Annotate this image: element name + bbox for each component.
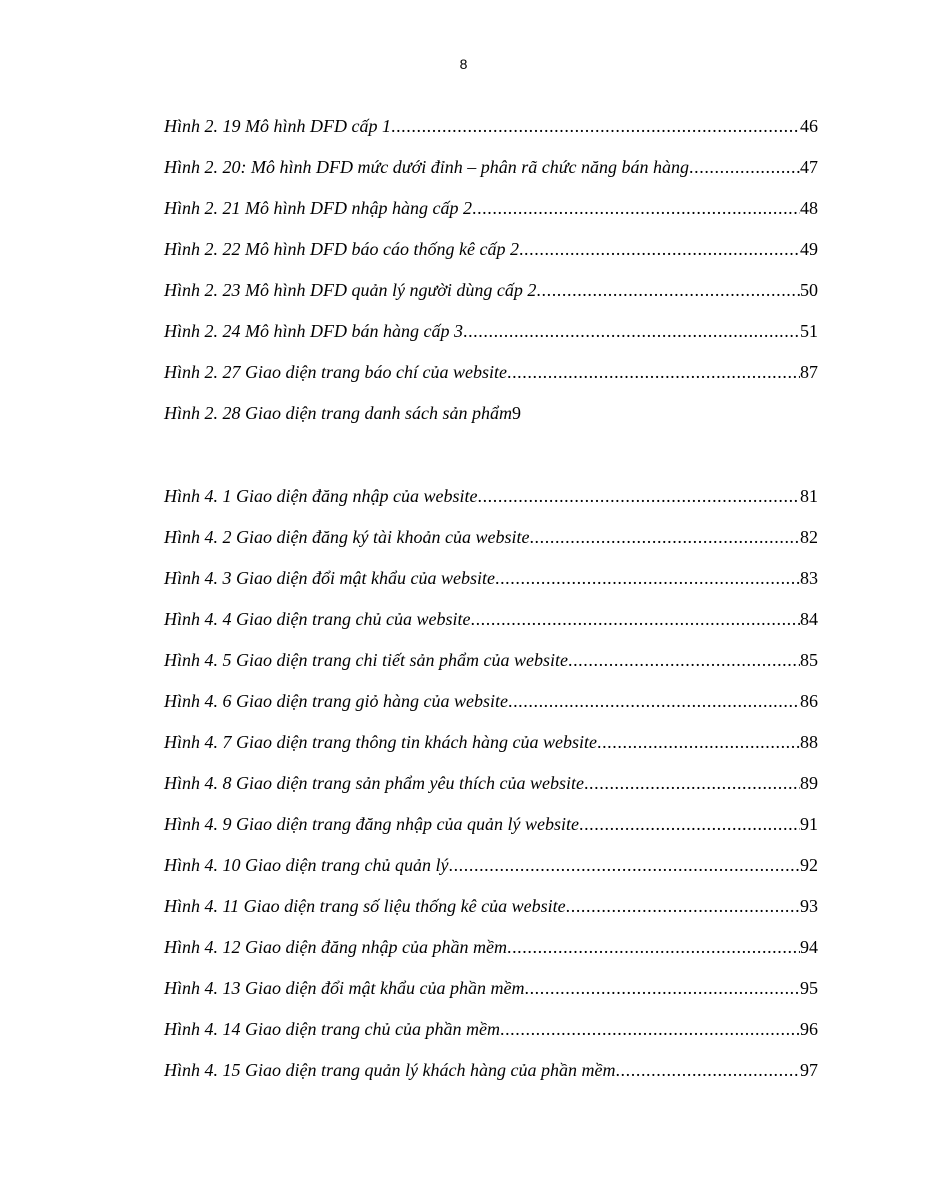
toc-entry[interactable] [164, 812, 818, 853]
page-number: 8 [459, 56, 468, 72]
toc-entry[interactable] [164, 976, 818, 1017]
toc-entry[interactable] [164, 319, 818, 360]
toc-dot-leader [566, 894, 800, 918]
toc-entry-title: Hình 4. 5 Giao diện trang chi tiết sản phẩm của website [164, 650, 568, 670]
toc-dot-leader [507, 935, 800, 959]
toc-dot-leader [584, 771, 800, 795]
toc-entry-title: Hình 4. 1 Giao diện đăng nhập của website [164, 486, 478, 506]
toc-entry-page-number: 86 [800, 691, 818, 711]
toc-entry-title: Hình 4. 14 Giao diện trang chủ của phần mềm [164, 1019, 500, 1039]
toc-entry-page-number: 46 [800, 116, 818, 136]
toc-entry-page-number: 49 [800, 239, 818, 259]
toc-entry[interactable] [164, 155, 818, 196]
toc-entry-title: Hình 4. 12 Giao diện đăng nhập của phần mềm [164, 937, 507, 957]
toc-entry-page-number: 50 [800, 280, 818, 300]
toc-dot-leader [495, 566, 800, 590]
toc-entry[interactable] [164, 278, 818, 319]
toc-entry-title: Hình 4. 3 Giao diện đổi mật khẩu của website [164, 568, 495, 588]
toc-dot-leader [470, 607, 800, 631]
toc-entry-page-number: 85 [800, 650, 818, 670]
toc-entry-title: Hình 2. 28 Giao diện trang danh sách sản phẩm [164, 403, 512, 423]
toc-entry-page-number: 95 [800, 978, 818, 998]
toc-entry[interactable] [164, 525, 818, 566]
toc-entry[interactable] [164, 648, 818, 689]
toc-entry-page-number: 9 [512, 403, 521, 423]
toc-dot-leader [519, 237, 800, 261]
toc-entry-page-number: 87 [800, 362, 818, 382]
toc-entry-title: Hình 4. 11 Giao diện trang số liệu thống kê của website [164, 896, 566, 916]
toc-entry[interactable] [164, 401, 818, 442]
toc-dot-leader [568, 648, 800, 672]
toc-entry[interactable] [164, 853, 818, 894]
toc-entry[interactable] [164, 360, 818, 401]
toc-entry[interactable] [164, 935, 818, 976]
toc-entry-title: Hình 4. 6 Giao diện trang giỏ hàng của website [164, 691, 508, 711]
toc-dot-leader [391, 114, 800, 138]
toc-entry[interactable] [164, 894, 818, 935]
toc-entry-title: Hình 4. 2 Giao diện đăng ký tài khoản của website [164, 527, 530, 547]
toc-entry-title: Hình 2. 19 Mô hình DFD cấp 1 [164, 116, 391, 136]
toc-entry-page-number: 97 [800, 1060, 818, 1080]
toc-entry-title: Hình 4. 4 Giao diện trang chủ của website [164, 609, 471, 629]
toc-entry-page-number: 82 [800, 527, 818, 547]
toc-entry[interactable] [164, 566, 818, 607]
toc-entry-title: Hình 4. 7 Giao diện trang thông tin khách hàng của website [164, 732, 597, 752]
toc-entry-title: Hình 2. 27 Giao diện trang báo chí của website [164, 362, 507, 382]
toc-entry[interactable] [164, 689, 818, 730]
toc-entry[interactable] [164, 607, 818, 648]
toc-entry-title: Hình 4. 9 Giao diện trang đăng nhập của quản lý website [164, 814, 579, 834]
toc-entry[interactable] [164, 1017, 818, 1058]
toc-entry[interactable] [164, 196, 818, 237]
toc-entry-title: Hình 2. 21 Mô hình DFD nhập hàng cấp 2 [164, 198, 472, 218]
toc-dot-leader [529, 525, 800, 549]
toc-entry-title: Hình 2. 23 Mô hình DFD quản lý người dùng cấp 2 [164, 280, 537, 300]
toc-dot-leader [508, 689, 800, 713]
toc-dot-leader [579, 812, 800, 836]
figure-list-chapter-2 [164, 114, 818, 442]
toc-entry-page-number: 93 [800, 896, 818, 916]
toc-entry-page-number: 94 [800, 937, 818, 957]
toc-entry-page-number: 92 [800, 855, 818, 875]
toc-dot-leader [597, 730, 800, 754]
toc-entry-title: Hình 2. 24 Mô hình DFD bán hàng cấp 3 [164, 321, 463, 341]
toc-entry-title: Hình 4. 15 Giao diện trang quản lý khách hàng của phần mềm [164, 1060, 616, 1080]
toc-entry-page-number: 91 [800, 814, 818, 834]
toc-entry-page-number: 83 [800, 568, 818, 588]
toc-entry[interactable] [164, 484, 818, 525]
toc-entry[interactable] [164, 771, 818, 812]
toc-dot-leader [615, 1058, 800, 1082]
toc-entry-page-number: 48 [800, 198, 818, 218]
toc-dot-leader [536, 278, 800, 302]
toc-dot-leader [472, 196, 800, 220]
toc-entry-title: Hình 2. 22 Mô hình DFD báo cáo thống kê cấp 2 [164, 239, 519, 259]
toc-entry-title: Hình 4. 13 Giao diện đổi mật khẩu của phần mềm [164, 978, 525, 998]
figure-list-chapter-4 [164, 484, 818, 1099]
toc-entry-page-number: 81 [800, 486, 818, 506]
toc-dot-leader [689, 155, 800, 179]
toc-dot-leader [463, 319, 800, 343]
toc-entry-page-number: 51 [800, 321, 818, 341]
toc-entry[interactable] [164, 237, 818, 278]
toc-entry[interactable] [164, 730, 818, 771]
toc-entry-page-number: 96 [800, 1019, 818, 1039]
toc-entry-page-number: 84 [800, 609, 818, 629]
toc-dot-leader [448, 853, 800, 877]
toc-entry-page-number: 88 [800, 732, 818, 752]
toc-entry-title: Hình 4. 10 Giao diện trang chủ quản lý [164, 855, 449, 875]
toc-entry-title: Hình 4. 8 Giao diện trang sản phẩm yêu thích của website [164, 773, 584, 793]
toc-entry[interactable] [164, 1058, 818, 1099]
toc-entry[interactable] [164, 114, 818, 155]
toc-entry-page-number: 89 [800, 773, 818, 793]
toc-dot-leader [477, 484, 800, 508]
toc-dot-leader [500, 1017, 800, 1041]
toc-dot-leader [524, 976, 800, 1000]
toc-entry-title: Hình 2. 20: Mô hình DFD mức dưới đỉnh – phân rã chức năng bán hàng [164, 157, 690, 177]
toc-dot-leader [507, 360, 800, 384]
toc-entry-page-number: 47 [800, 157, 818, 177]
